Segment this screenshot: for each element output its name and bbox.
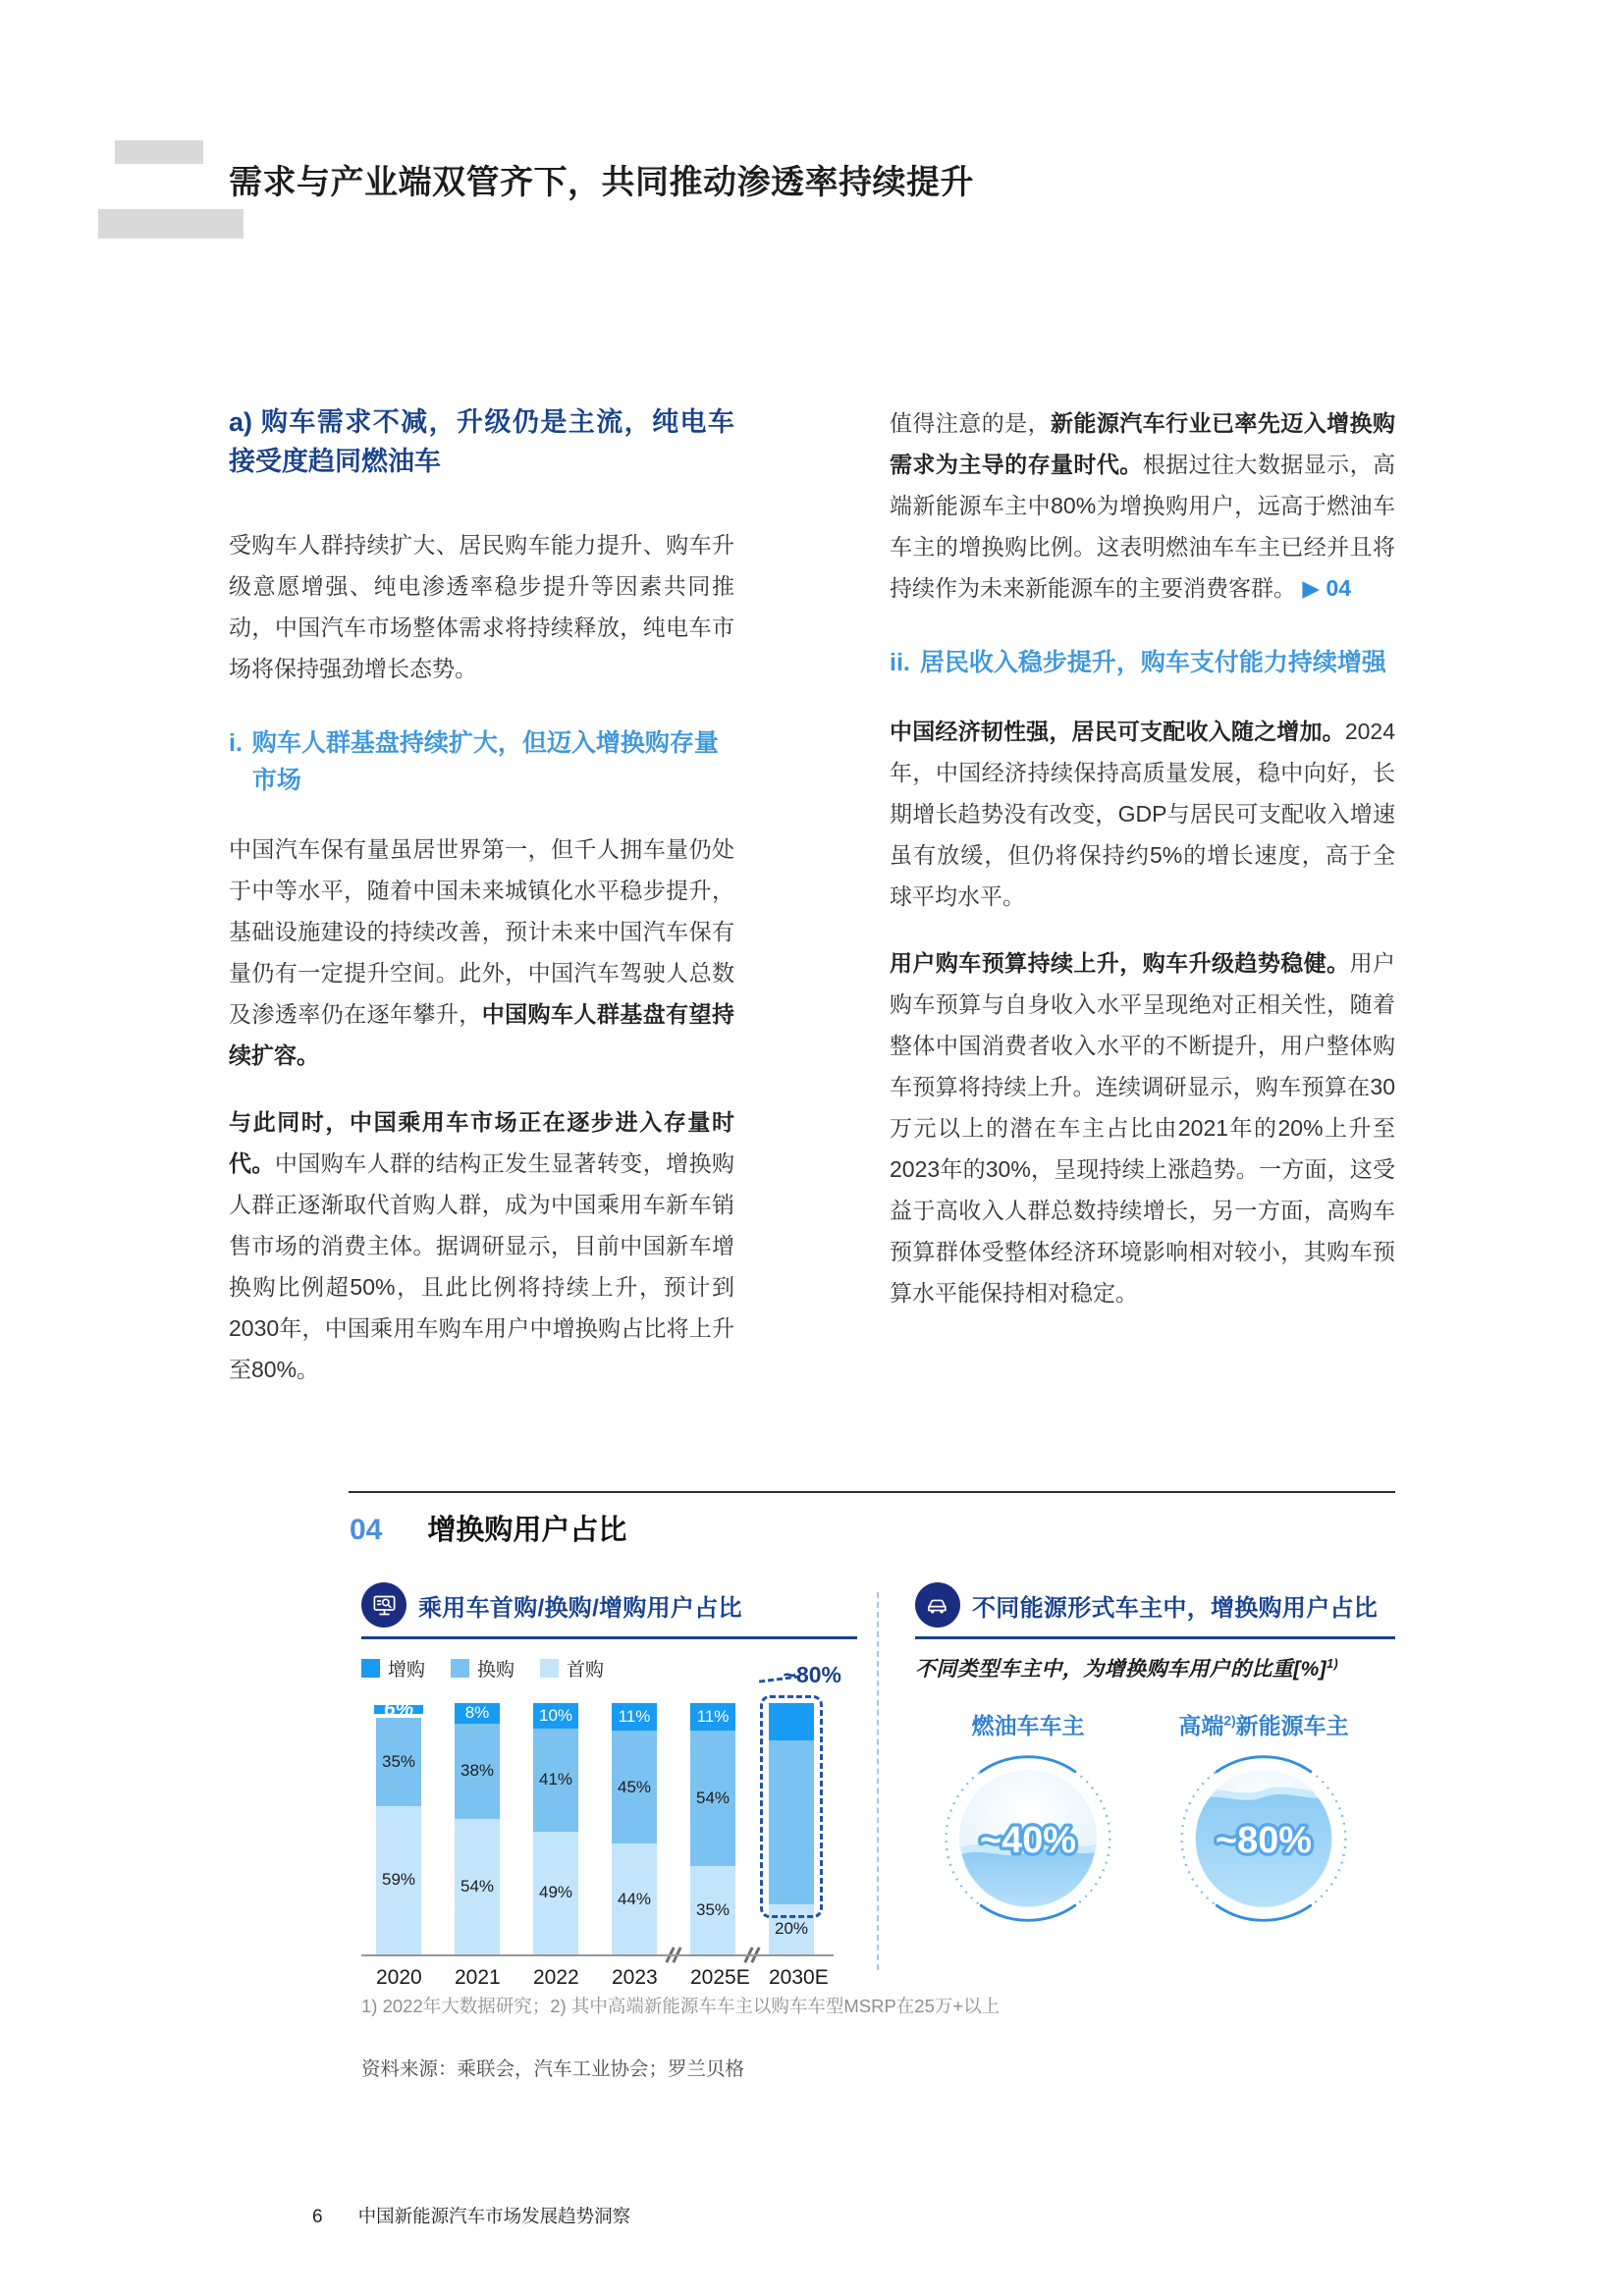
bar-value-label: 35% (695, 1900, 731, 1920)
figure-divider-rule (349, 1491, 1395, 1493)
panel-divider (877, 1592, 879, 1970)
x-axis-label: 2022 (533, 1966, 579, 1989)
gauge-label (1175, 1708, 1352, 1740)
target-dashed-box (760, 1695, 823, 1918)
monitor-search-icon (361, 1582, 406, 1628)
bar-segment-首购 (455, 1819, 500, 1954)
bar-value-label: 8% (464, 1703, 490, 1723)
gauge-block (1175, 1708, 1352, 1932)
legend-label: 首购 (567, 1660, 605, 1681)
x-axis-labels (361, 1966, 828, 1990)
bar-segment-换购 (455, 1724, 500, 1819)
text-segment: 中国购车人群基盘有望持续扩容。 (229, 1001, 735, 1068)
text-segment: 高端 (1178, 1713, 1224, 1738)
legend-item (540, 1655, 604, 1682)
text-segment: 受购车人群持续扩大、居民购车能力提升、购车升级意愿增强、纯电渗透率稳步提升等因素共同推动，中国汽车市场整体需求将持续释放，纯电车市场将保持强劲增长态势。 (229, 532, 734, 681)
text-segment: 用户购车预算持续上升，购车升级趋势稳健。 (890, 950, 1350, 976)
paragraph (229, 1101, 734, 1390)
bar-segment-首购 (376, 1806, 421, 1954)
page-footer (312, 2203, 630, 2228)
x-axis-label: 2020 (376, 1966, 422, 1989)
text-segment: 新能源车主 (1235, 1713, 1349, 1738)
bar-column-2021 (455, 1703, 500, 1954)
gauge-panel (915, 1582, 1395, 2002)
legend-swatch (451, 1659, 469, 1678)
legend-swatch (540, 1659, 559, 1678)
subsection-ii-heading (890, 644, 1395, 681)
gauge-block (940, 1708, 1116, 1932)
bar-value-label: 44% (617, 1889, 652, 1908)
decor-bar-2 (98, 209, 244, 239)
paragraph (229, 828, 734, 1076)
bar-segment-换购 (690, 1731, 735, 1866)
x-axis-label: 2025E (690, 1966, 750, 1989)
water-gauge (940, 1750, 1116, 1927)
bar-value-label: 35% (381, 1752, 416, 1772)
bar-value-label: 20% (774, 1919, 809, 1939)
gauge-chart-title: 不同能源形式车主中，增换购用户占比 (972, 1594, 1379, 1622)
legend-item (451, 1655, 514, 1682)
figure-title: 增换购用户占比 (427, 1515, 627, 1546)
x-axis-label: 2030E (769, 1966, 829, 1989)
bar-chart-title: 乘用车首购/换购/增购用户占比 (418, 1594, 742, 1622)
subsection-i-text: 购车人群基盘持续扩大，但迈入增换购存量市场 (251, 729, 719, 794)
booklet-title: 中国新能源汽车市场发展趋势洞察 (357, 2206, 631, 2226)
figure-footnote: 1) 2022年大数据研究；2) 其中高端新能源车车主以购车车型MSRP在25万+以上 (361, 1996, 1001, 2016)
text-segment: 1) (1326, 1657, 1339, 1671)
paragraph (890, 942, 1395, 1313)
axis-break-mark (664, 1945, 683, 1966)
gauge-panel-header (915, 1582, 1395, 1639)
x-axis-label: 2023 (612, 1966, 658, 1989)
bar-value-label: 6% (383, 1697, 414, 1721)
bar-segment-增购 (690, 1703, 735, 1731)
text-segment: 燃油车车主 (971, 1713, 1085, 1738)
subsection-i-heading (229, 724, 734, 799)
figure-header (350, 1508, 626, 1548)
text-segment: ▶ 04 (1296, 575, 1352, 601)
figure-source: 资料来源：乘联会，汽车工业协会；罗兰贝格 (361, 2058, 745, 2080)
page-title: 需求与产业端双管齐下，共同推动渗透率持续提升 (229, 163, 974, 201)
text-segment: 值得注意的是， (890, 410, 1051, 436)
bar-segment-首购 (690, 1866, 735, 1954)
legend-swatch (361, 1659, 380, 1678)
bar-column-2022 (533, 1703, 578, 1954)
annotation-label: ~80% (783, 1662, 841, 1688)
bar-segment-首购 (612, 1843, 657, 1954)
bar-column-2030E (769, 1662, 841, 1954)
figure-number: 04 (350, 1514, 383, 1546)
text-segment: 中国经济韧性强，居民可支配收入随之增加。 (890, 719, 1345, 744)
subsection-i-number: i. (229, 729, 243, 757)
text-segment: 根据过往大数据显示，高端新能源车主中80%为增换购用户，远高于燃油车车主的增换购比例。这表明燃油车车主已经并且将持续作为未来新能源车的主要消费客群。 (890, 452, 1396, 601)
bar-value-label: 49% (538, 1883, 573, 1902)
page-number: 6 (312, 2207, 323, 2227)
bar-segment-首购 (533, 1832, 578, 1954)
bar-segment-增购 (612, 1703, 657, 1731)
axis-break-mark (742, 1945, 762, 1966)
legend-label: 增购 (388, 1660, 426, 1681)
bar-value-label: 45% (617, 1777, 652, 1796)
legend-label: 换购 (477, 1660, 515, 1681)
text-segment: 中国汽车保有量虽居世界第一，但千人拥车量仍处于中等水平，随着中国未来城镇化水平稳步提升，基础设施建设的持续改善，预计未来中国汽车保有量仍有一定提升空间。此外，中国汽车驾驶人总数及渗透率仍在逐年攀升， (229, 836, 734, 1027)
bar-chart-panel (361, 1582, 857, 1990)
text-segment: 新能源汽车行业已率先迈入增换购需求为主导的存量时代。 (890, 410, 1396, 477)
bar-segment-增购 (371, 1697, 426, 1721)
gauge-label (940, 1708, 1116, 1740)
left-column (229, 402, 734, 1415)
bar-value-label: 54% (460, 1876, 495, 1896)
bar-column-2020 (376, 1697, 421, 1954)
bar-value-label: 54% (695, 1789, 731, 1808)
text-segment: 2024年，中国经济持续保持高质量发展，稳中向好，长期增长趋势没有改变，GDP与居民可支配收入增速虽有放缓，但仍将保持约5%的增长速度，高于全球平均水平。 (890, 719, 1395, 909)
bar-value-label: 10% (538, 1705, 573, 1725)
section-a-heading: a) 购车需求不减，升级仍是主流，纯电车接受度趋同燃油车 (229, 407, 734, 476)
bar-value-label: 41% (538, 1770, 573, 1789)
bar-column-2025E (690, 1703, 735, 1954)
paragraph (890, 711, 1395, 917)
bar-segment-增购 (455, 1703, 500, 1723)
text-segment: 2) (1223, 1713, 1236, 1729)
paragraph (229, 524, 734, 689)
text-columns (229, 402, 1395, 1415)
decor-bar-1 (115, 140, 203, 164)
x-axis-label: 2021 (455, 1966, 501, 1989)
bar-value-label: 59% (381, 1870, 416, 1890)
subsection-ii-number: ii. (890, 649, 910, 676)
bar-value-label: 11% (696, 1707, 730, 1727)
bar-segment-换购 (533, 1729, 578, 1832)
car-icon (915, 1582, 960, 1628)
bar-chart-panel-header (361, 1582, 857, 1639)
right-column (890, 402, 1395, 1415)
bar-value-label: 11% (618, 1707, 651, 1727)
bar-value-label: 38% (460, 1761, 495, 1781)
legend-item (361, 1655, 425, 1682)
svg-text:~80%: ~80% (1216, 1819, 1312, 1861)
text-segment: 用户购车预算与自身收入水平呈现绝对正相关性，随着整体中国消费者收入水平的不断提升，用户整体购车预算将持续上升。连续调研显示，购车预算在30万元以上的潜在车主占比由2021年的20%上升至2023年的30%，呈现持续上涨趋势。一方面，这受益于高收入人群总数持续增长，另一方面，高购车预算群体受整体经济环境影响相对较小，其购车预算水平能保持相对稳定。 (890, 950, 1396, 1306)
bar-segment-换购 (376, 1718, 421, 1806)
text-segment: 不同类型车主中，为增换购车用户的比重[%] (915, 1658, 1327, 1681)
bar-column-2023 (612, 1703, 657, 1954)
subsection-ii-text: 居民收入稳步提升，购车支付能力持续增强 (919, 649, 1386, 676)
paragraph (890, 402, 1395, 609)
water-gauge (1175, 1750, 1352, 1927)
bar-segment-换购 (612, 1731, 657, 1843)
text-segment: 中国购车人群的结构正发生显著转变，增换购人群正逐渐取代首购人群，成为中国乘用车新车销售市场的消费主体。据调研显示，目前中国新车增换购比例超50%，且此比例将持续上升，预计到2030年，中国乘用车购车用户中增换购占比将上升至80%。 (229, 1150, 735, 1382)
svg-text:~40%: ~40% (980, 1819, 1076, 1861)
gauge-chart-subtitle (915, 1653, 1395, 1682)
text-segment: 与此同时，中国乘用车市场正在逐步进入存量时代。 (229, 1109, 734, 1176)
gauge-row (915, 1708, 1395, 2002)
bar-segment-增购 (533, 1703, 578, 1729)
